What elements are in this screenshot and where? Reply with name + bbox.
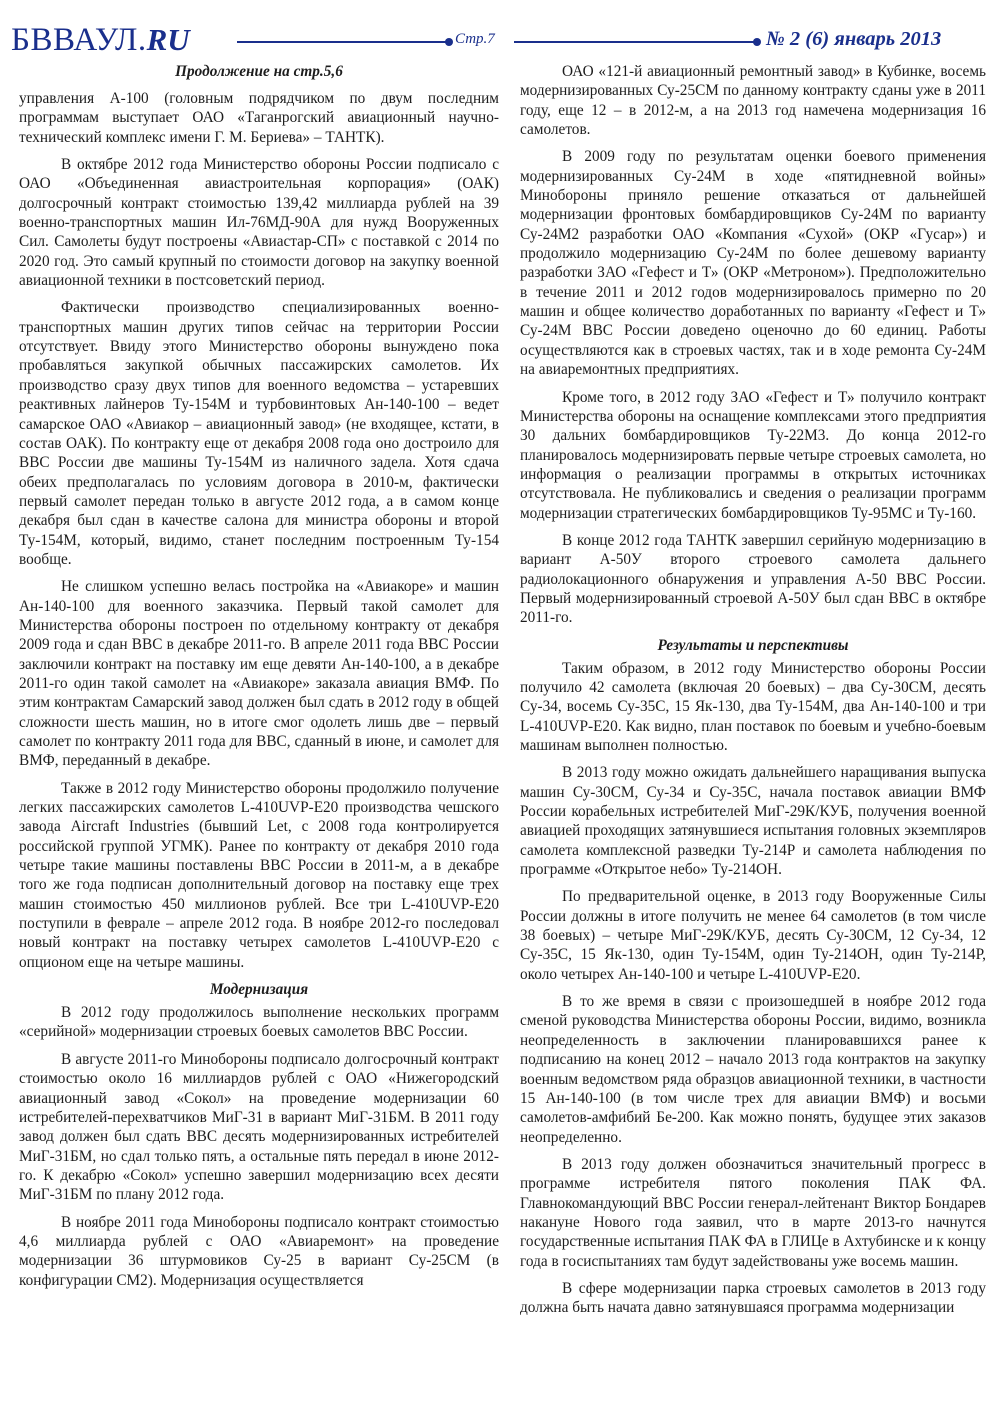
paragraph: В 2012 году продолжилось выполнение нескольких программ «серийной» модернизации строевых боевых самолетов ВВС России.	[19, 1004, 499, 1041]
paragraph: В 2013 году должен обозначиться значительный прогресс в программе истребителя пятого поколения ПАК ФА. Главнокомандующий ВВС России генерал-лейтенант Виктор Бондарев накануне Нового года заявил, что в марте 2013-го начнутся государственные испытания ПАК ФА в ГЛИЦе в Ахтубинске и к концу года в госиспытаниях там будут задействованы уже восемь машин.	[520, 1155, 986, 1270]
paragraph: По предварительной оценке, в 2013 году Вооруженные Силы России должны в итоге получить не менее 64 самолетов (в том числе 38 боевых) – четыре МиГ-29К/КУБ, десять Су-30СМ, 12 Су-34, 12 Су-35С, 15 Як-130, один Ту-154М, один Ту-214ОН, один Ту-214Р, около четырех Ан-140-100 и четыре L-410UVP-E20.	[520, 888, 986, 983]
paragraph: ОАО «121-й авиационный ремонтный завод» в Кубинке, восемь модернизированных Су-25СМ по данному контракту сданы уже в 2011 году, еще 12 – в 2012-м, а на 2013 год намечена модернизация 16 самолетов.	[520, 63, 986, 139]
paragraph: Фактически производство специализированных военно-транспортных машин других типов сейчас на территории России отсутствует. Ввиду этого Министерство обороны вынуждено пока пробавляться закупкой обычных пассажирских самолетов. Их производство сразу двух типов для военного ведомства – устаревших реактивных лайнеров Ту-154М и турбовинтовых Ан-140-100 – ведет самарское ОАО «Авиакор – авиационный завод» (не входящее, кстати, в состав ОАК). По контракту еще от декабря 2008 года оно достроило для ВВС России две машины Ту-154М из наличного задела. Хотя сдача обеих предполагалась по условиям договора в 2010-м, фактически первый самолет передан только в августе 2012 года, а в самом конце декабря был сдан в качестве салона для министра обороны и второй Ту-154М, который, видимо, станет последним построенным Ту-154 вообще.	[19, 299, 499, 568]
paragraph: В сфере модернизации парка строевых самолетов в 2013 году должна быть начата давно затянувшаяся программа модернизации	[520, 1279, 986, 1317]
logo-main: БВВАУЛ.	[11, 22, 147, 58]
page-header	[0, 0, 1000, 64]
paragraph: В октябре 2012 года Министерство обороны России подписало с ОАО «Объединенная авиастроительная корпорация» (ОАК) долгосрочный контракт стоимостью 139,42 миллиарда рублей на 39 военно-транспортных машин Ил-76МД-90А для нужд Вооруженных Сил. Самолеты будут построены «Авиастар-СП» с поставкой с 2014 по 2020 год. Это самый крупный по стоимости договор на закупку военной авиационной техники в постсоветский период.	[19, 156, 499, 290]
paragraph: Таким образом, в 2012 году Министерство обороны России получило 42 самолета (включая 20 боевых) – два Су-30СМ, десять Су-34, восемь Су-35С, 15 Як-130, два Ту-154М, два Ан-140-100 и три L-410UVP-E20. Как видно, план поставок по боевым и учебно-боевым машинам выполнен полностью.	[520, 659, 986, 754]
issue-label: № 2 (6) январь 2013	[766, 28, 942, 50]
paragraph: В 2013 году можно ожидать дальнейшего наращивания выпуска машин Су-30СМ, Су-34 и Су-35С, начала поставок авиации ВМФ России корабельных истребителей МиГ-29К/КУБ, получения военной авиацией проходящих затянувшиеся испытания головных экземпляров самолета комплексной разведки Ту-214Р и самолета наблюдения по программе «Открытое небо» Ту-214ОН.	[520, 764, 986, 879]
paragraph: Кроме того, в 2012 году ЗАО «Гефест и Т» получило контракт Министерства обороны на оснащение комплексами этого предприятия 30 дальних бомбардировщиков Ту-22М3. До конца 2012-го планировалось модернизировать первые четыре строевых самолета, но информация о реализации программы в открытых источниках отсутствовала. Не публиковались и сведения о реализации программ модернизации стратегических бомбардировщиков Ту-95МС и Ту-160.	[520, 388, 986, 522]
continued-heading: Продолжение на стр.5,6	[175, 63, 343, 80]
header-rule-left	[237, 41, 450, 43]
paragraph: В 2009 году по результатам оценки боевого применения модернизированных Су-24М в ходе «пятидневной войны» Минобороны приняло решение отказаться от дальнейшей модернизации фронтовых бомбардировщиков Су-24М по варианту Су-24М2 разработки ОАО «Компания «Сухой» (ОКР «Гусар») и продолжило модернизацию Су-24М по более дешевому варианту разработки ЗАО «Гефест и Т» (ОКР «Метроном»). Предположительно в течение 2011 и 2012 годов модернизировалось примерно по 20 машин и общее количество доработанных по варианту «Гефест и Т» Су-24М ВВС России доведено оценочно до 60 единиц. Работы осуществляются как в строевых частях, так и в ходе ремонта Су-24М на авиаремонтных предприятиях.	[520, 148, 986, 379]
paragraph: Также в 2012 году Министерство обороны продолжило получение легких пассажирских самолетов L-410UVP-E20 производства чешского завода Aircraft Industries (бывший Let, с 2008 года контролируется российской группой УГМК). Ранее по контракту от декабря 2010 года четыре такие машины поставлены ВВС России в 2011-м, а в декабре того же года подписан дополнительный договор на поставку еще трех машин стоимостью 450 миллионов рублей. Все три L-410UVP-E20 поступили в феврале – апреле 2012 года. В ноябре 2012-го последовал новый контракт на поставку четырех самолетов L-410UVP-E20 с опционом еще на четыре машины.	[19, 779, 499, 971]
paragraph: управления А-100 (головным подрядчиком по двум последним программам выступает ОАО «Таганрогский авиационный научно-технический комплекс имени Г. М. Бериева» – ТАНТК).	[19, 90, 499, 146]
paragraph: Не слишком успешно велась постройка на «Авиакоре» и машин Ан-140-100 для военного заказчика. Первый такой самолет для Министерства обороны построен по отдельному контракту от декабря 2009 года и сдан ВВС в декабре 2011-го. В апреле 2011 года ВВС России заключили контракт на поставку им еще девяти Ан-140-100, а в декабре 2011-го один такой самолет на «Авиакоре» заказала авиация ВМФ. По этим контрактам Самарский завод должен был сдать в 2012 году в общей сложности шесть машин, но в итоге смог одолеть лишь две – первый самолет по контракту 2011 года для ВВС, сданный в июне, и самолет для ВМФ, переданный в декабре.	[19, 578, 499, 770]
paragraph: В то же время в связи с произошедшей в ноябре 2012 года сменой руководства Министерства обороны России, видимо, возникла неопределенность в заключении планировавшихся ранее к подписанию на конец 2012 – начало 2013 года контрактов на закупку военным ведомством ряда образцов авиационной техники, в частности 15 Ан-140-100 (в том числе трех для авиации ВМФ) и восьми самолетов-амфибий Бе-200. Как можно понять, будущее этих заказов неопределенно.	[520, 993, 986, 1146]
section-heading-results: Результаты и перспективы	[657, 636, 849, 654]
section-heading-modernization: Модернизация	[209, 981, 309, 999]
paragraph: В ноябре 2011 года Минобороны подписало контракт стоимостью 4,6 миллиарда рублей с ОАО «Авиаремонт» на проведение модернизации 36 штурмовиков Су-25 в вариант Су-25СМ (в конфигурации СМ2). Модернизация осуществляется	[19, 1213, 499, 1289]
logo-suffix: RU	[146, 22, 190, 57]
header-rule-right	[514, 41, 758, 43]
left-column	[19, 62, 499, 1298]
page-number: Стр.7	[455, 31, 495, 47]
site-logo	[11, 22, 190, 59]
right-column	[520, 62, 986, 1326]
paragraph: В конце 2012 года ТАНТК завершил серийную модернизацию в вариант А-50У второго строевого самолета дальнего радиолокационного обнаружения и управления А-50 ВВС России. Первый модернизированный строевой А-50У был сдан ВВС в октябре 2011-го.	[520, 531, 986, 627]
paragraph: В августе 2011-го Минобороны подписало долгосрочный контракт стоимостью около 16 миллиардов рублей с ОАО «Нижегородский авиационный завод «Сокол» на проведение модернизации 60 истребителей-перехватчиков МиГ-31 в вариант МиГ-31БМ. В 2011 году завод должен был сдать ВВС десять модернизированных истребителей МиГ-31БМ, но сдал только пять, а остальные пять передал в июне 2012-го. К декабрю «Сокол» успешно завершил модернизацию всех десяти МиГ-31БМ по плану 2012 года.	[19, 1050, 499, 1204]
